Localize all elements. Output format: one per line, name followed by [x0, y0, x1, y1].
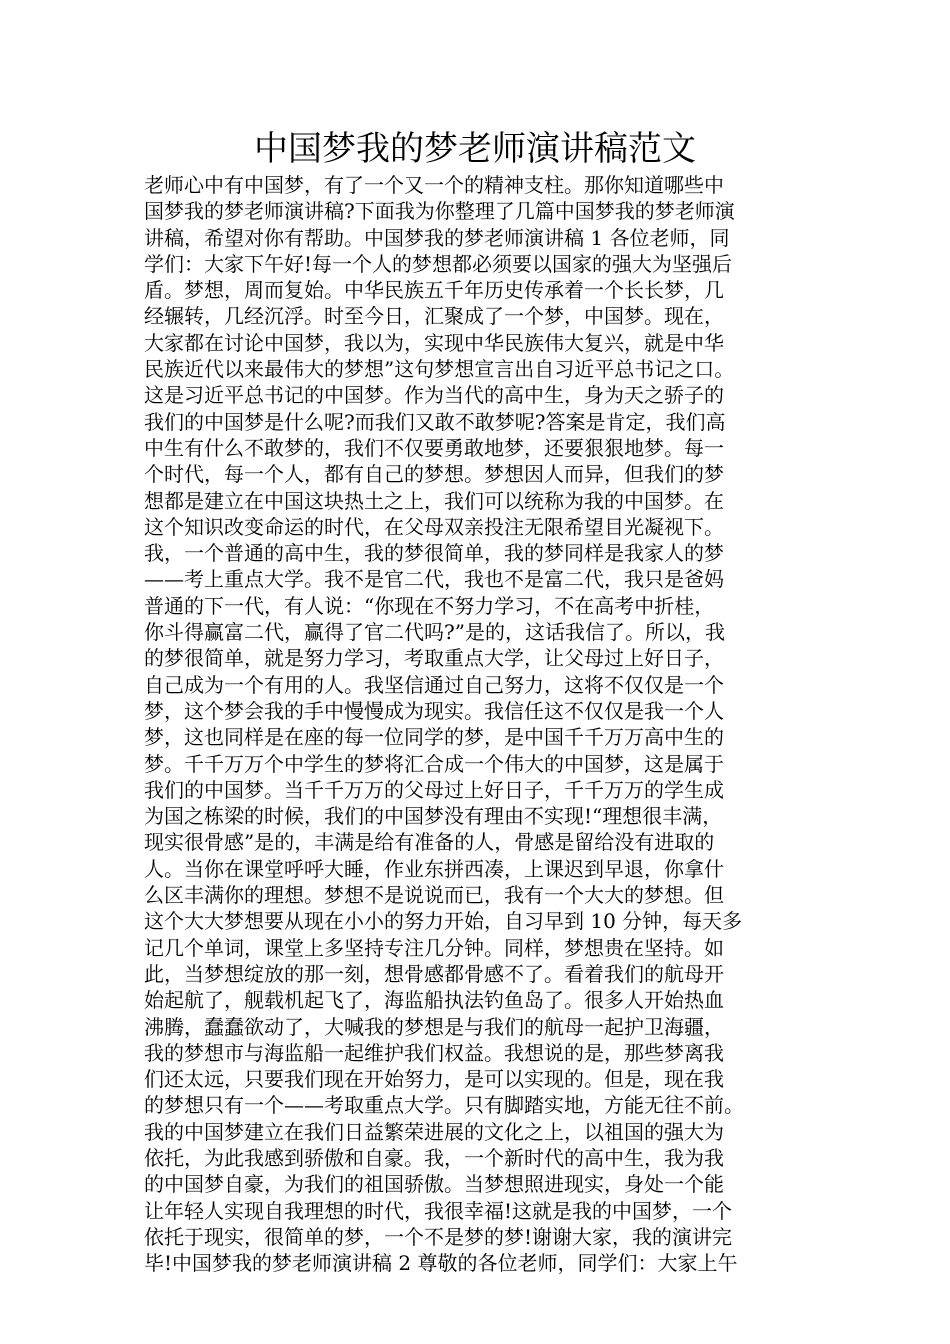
body-line: 梦。千千万万个中学生的梦将汇合成一个伟大的中国梦，这是属于 [144, 751, 724, 776]
body-line: 的梦想只有一个——考取重点大学。只有脚踏实地，方能无往不前。 [144, 1093, 744, 1118]
body-line: 想都是建立在中国这块热土之上，我们可以统称为我的中国梦。在 [144, 488, 724, 513]
body-line: 现实很骨感”是的，丰满是给有准备的人，骨感是留给没有进取的 [144, 830, 715, 855]
body-line: 经辗转，几经沉浮。时至今日，汇聚成了一个梦，中国梦。现在， [144, 304, 724, 329]
body-line: 自己成为一个有用的人。我坚信通过自己努力，这将不仅仅是一个 [144, 672, 724, 697]
body-line: 的中国梦自豪，为我们的祖国骄傲。当梦想照进现实，身处一个能 [144, 1172, 724, 1197]
body-line: 梦，这也同样是在座的每一位同学的梦，是中国千千万万高中生的 [144, 725, 724, 750]
body-line: 你斗得赢富二代，赢得了官二代吗?”是的，这话我信了。所以，我 [144, 620, 725, 645]
body-line: 个时代，每一个人，都有自己的梦想。梦想因人而异，但我们的梦 [144, 462, 724, 487]
body-line: 始起航了，舰载机起飞了，海监船执法钓鱼岛了。很多人开始热血 [144, 988, 724, 1013]
document-title: 中国梦我的梦老师演讲稿范文 [254, 129, 696, 169]
body-line: 的梦很简单，就是努力学习，考取重点大学，让父母过上好日子， [144, 646, 724, 671]
body-line: 么区丰满你的理想。梦想不是说说而已，我有一个大大的梦想。但 [144, 883, 724, 908]
body-line: 依托，为此我感到骄傲和自豪。我，一个新时代的高中生，我为我 [144, 1145, 724, 1170]
body-line: 盾。梦想，周而复始。中华民族五千年历史传承着一个长长梦，几 [144, 278, 724, 303]
body-line: 记几个单词，课堂上多坚持专注几分钟。同样，梦想贵在坚持。如 [144, 935, 724, 960]
body-line: 毕!中国梦我的梦老师演讲稿 2 尊敬的各位老师，同学们：大家上午 [144, 1251, 738, 1276]
body-line: 我的中国梦建立在我们日益繁荣进展的文化之上，以祖国的强大为 [144, 1119, 724, 1144]
body-line: 让年轻人实现自我理想的时代，我很幸福!这就是我的中国梦，一个 [144, 1198, 733, 1223]
body-line: 我，一个普通的高中生，我的梦很简单，我的梦同样是我家人的梦 [144, 541, 724, 566]
body-line: 依托于现实，很简单的梦，一个不是梦的梦!谢谢大家，我的演讲完 [144, 1224, 733, 1249]
body-line: 梦，这个梦会我的手中慢慢成为现实。我信任这不仅仅是我一个人 [144, 698, 724, 723]
body-line: 普通的下一代，有人说：“你现在不努力学习，不在高考中折桂， [144, 593, 715, 618]
body-line: 们还太远，只要我们现在开始努力，是可以实现的。但是，现在我 [144, 1067, 724, 1092]
body-line: 国梦我的梦老师演讲稿?下面我为你整理了几篇中国梦我的梦老师演 [144, 199, 735, 224]
body-line: 我们的中国梦。当千千万万的父母过上好日子，千千万万的学生成 [144, 777, 724, 802]
body-line: 这是习近平总书记的中国梦。作为当代的高中生，身为天之骄子的 [144, 383, 724, 408]
body-line: 这个知识改变命运的时代，在父母双亲投注无限希望目光凝视下。 [144, 514, 724, 539]
body-line: 民族近代以来最伟大的梦想”这句梦想宣言出自习近平总书记之口。 [144, 357, 735, 382]
body-line: 讲稿，希望对你有帮助。中国梦我的梦老师演讲稿 1 各位老师，同 [144, 225, 730, 250]
body-line: 为国之栋梁的时候，我们的中国梦没有理由不实现!“理想很丰满， [144, 804, 723, 829]
body-line: 人。当你在课堂呼呼大睡，作业东拼西凑，上课迟到早退，你拿什 [144, 856, 724, 881]
body-line: 大家都在讨论中国梦，我以为，实现中华民族伟大复兴，就是中华 [144, 330, 724, 355]
body-line: 我的梦想市与海监船一起维护我们权益。我想说的是，那些梦离我 [144, 1040, 724, 1065]
body-line: 中生有什么不敢梦的，我们不仅要勇敢地梦，还要狠狠地梦。每一 [144, 435, 724, 460]
document-body [144, 172, 824, 1276]
body-line: ——考上重点大学。我不是官二代，我也不是富二代，我只是爸妈 [144, 567, 724, 592]
body-line: 沸腾，蠢蠢欲动了，大喊我的梦想是与我们的航母一起护卫海疆， [144, 1014, 724, 1039]
body-line: 这个大大梦想要从现在小小的努力开始，自习早到 10 分钟，每天多 [144, 909, 743, 934]
body-line: 我们的中国梦是什么呢?而我们又敢不敢梦呢?答案是肯定，我们高 [144, 409, 726, 434]
body-line: 此，当梦想绽放的那一刻，想骨感都骨感不了。看着我们的航母开 [144, 961, 724, 986]
body-line: 老师心中有中国梦，有了一个又一个的精神支柱。那你知道哪些中 [144, 173, 724, 197]
body-line: 学们：大家下午好!每一个人的梦想都必须要以国家的强大为坚强后 [144, 251, 733, 276]
